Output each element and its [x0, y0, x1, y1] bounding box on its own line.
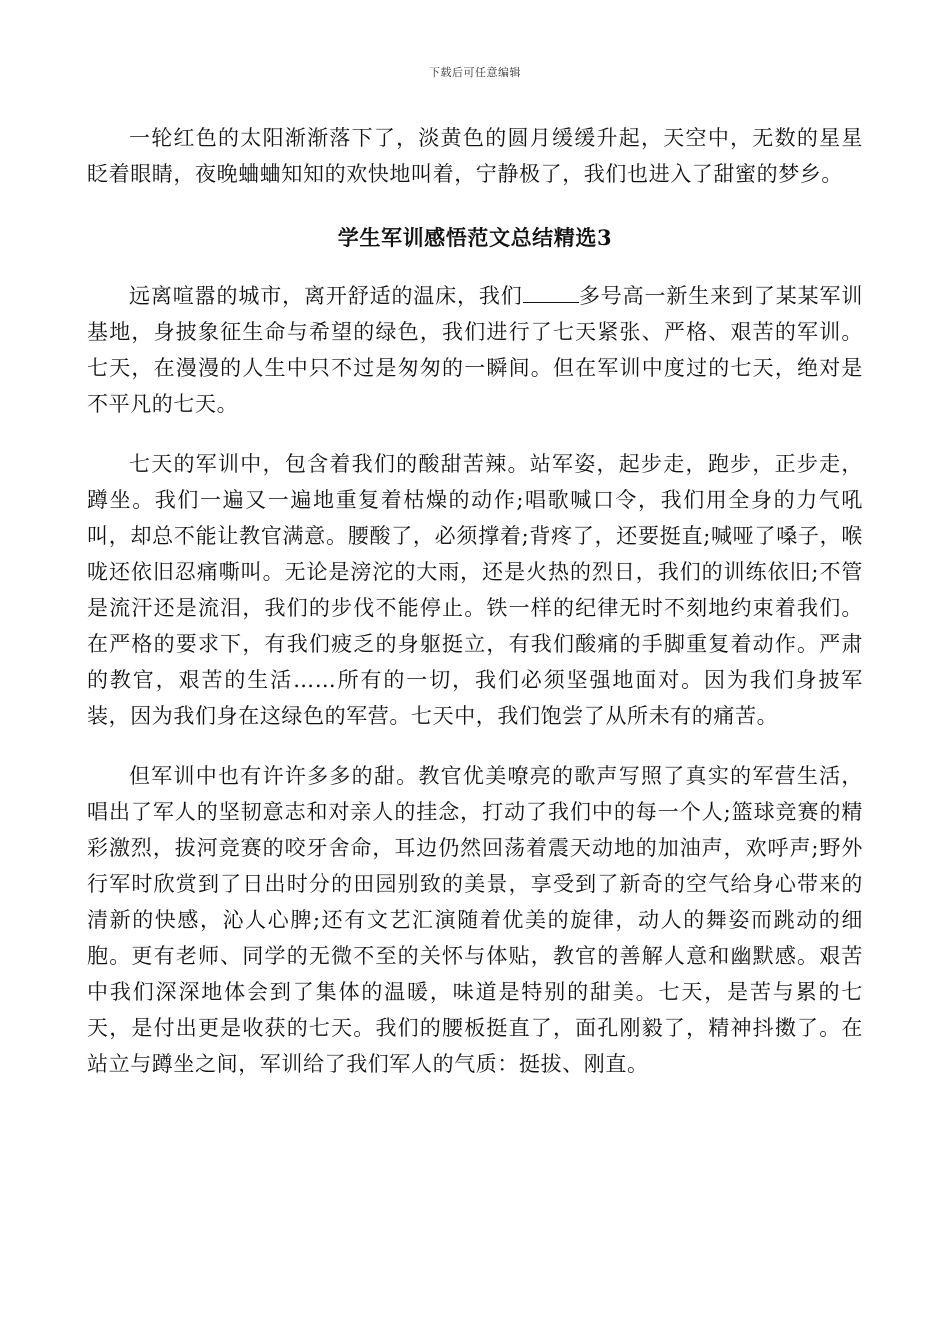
paragraph-night: 一轮红色的太阳渐渐落下了，淡黄色的圆月缓缓升起，天空中，无数的星星眨着眼睛，夜晚蛐蛐知知的欢快地叫着，宁静极了，我们也进入了甜蜜的梦乡。 [87, 126, 863, 186]
paragraph-intro-start: 远离喧嚣的城市，离开舒适的温床，我们 [129, 284, 523, 308]
paragraph-intro-rest: 多号高一新生来到了某某军训基地，身披象征生命与希望的绿色，我们进行了七天紧张、严格、艰苦的军训。七天，在漫漫的人生中只不过是匆匆的一瞬间。但在军训中度过的七天，绝对是不平凡的七天。 [87, 284, 863, 416]
paragraph-hardship: 七天的军训中，包含着我们的酸甜苦辣。站军姿，起步走，跑步，正步走，蹲坐。我们一遍又一遍地重复着枯燥的动作;唱歌喊口令，我们用全身的力气吼叫，却总不能让教官满意。腰酸了，必须撑着;背疼了，还要挺直;喊哑了嗓子，喉咙还依旧忍痛嘶叫。无论是滂沱的大雨，还是火热的烈日，我们的训练依旧;不管是流汗还是流泪，我们的步伐不能停止。铁一样的纪律无时不刻地约束着我们。在严格的要求下，有我们疲乏的身躯挺立，有我们酸痛的手脚重复着动作。严肃的教官，艰苦的生活……所有的一切，我们必须坚强地面对。因为我们身披军装，因为我们身在这绿色的军营。七天中，我们饱尝了从所未有的痛苦。 [87, 452, 863, 728]
paragraph-sweetness: 但军训中也有许许多多的甜。教官优美嘹亮的歌声写照了真实的军营生活，唱出了军人的坚韧意志和对亲人的挂念，打动了我们中的每一个人;篮球竞赛的精彩激烈，拔河竞赛的咬牙舍命，耳边仍然回荡着震天动地的加油声，欢呼声;野外行军时欣赏到了日出时分的田园别致的美景，享受到了新奇的空气给身心带来的清新的快感，沁人心脾;还有文艺汇演随着优美的旋律，动人的舞姿而跳动的细胞。更有老师、同学的无微不至的关怀与体贴，教官的善解人意和幽默感。艰苦中我们深深地体会到了集体的温暖，味道是特别的甜美。七天，是苦与累的七天，是付出更是收获的七天。我们的腰板挺直了，面孔刚毅了，精神抖擞了。在站立与蹲坐之间，军训给了我们军人的气质：挺拔、刚直。 [87, 764, 863, 1076]
document-body [87, 120, 863, 1082]
paragraph-intro [87, 278, 863, 422]
fill-in-blank [523, 282, 579, 303]
section-title: 学生军训感悟范文总结精选3 [337, 225, 613, 250]
page-header: 下载后可任意编辑 [429, 66, 521, 79]
